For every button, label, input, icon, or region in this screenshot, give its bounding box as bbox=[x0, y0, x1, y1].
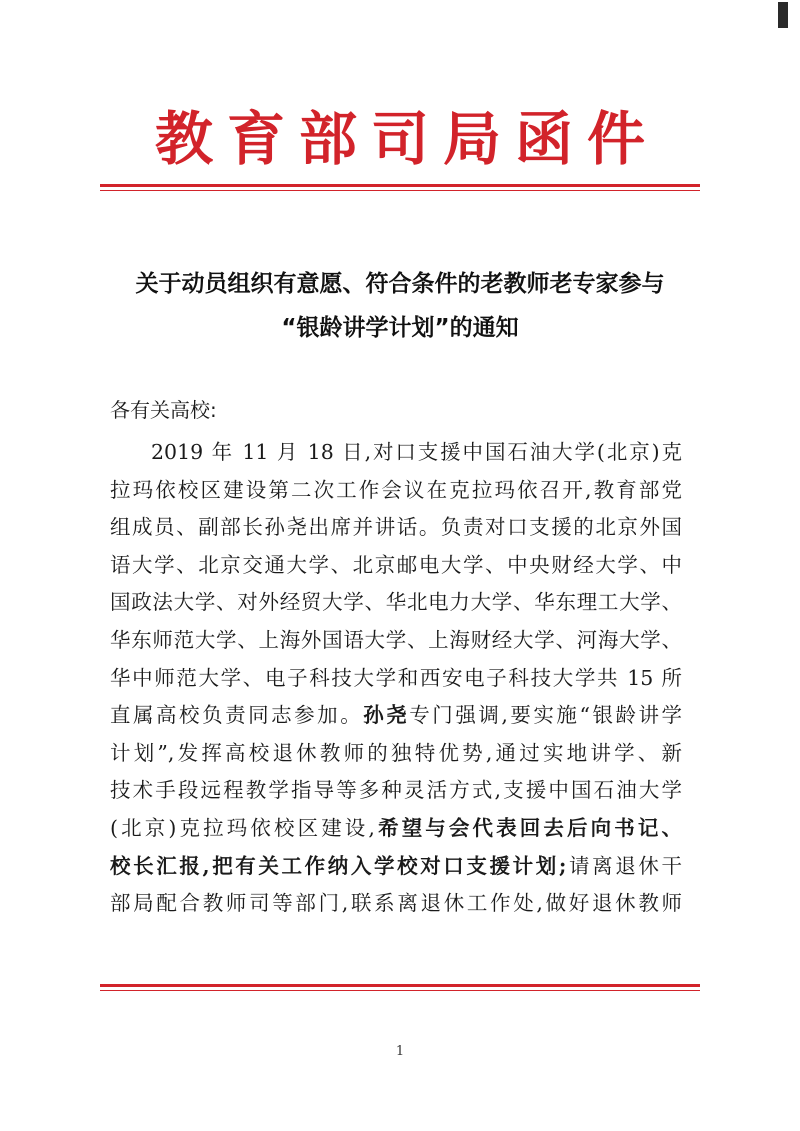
corner-mark bbox=[778, 2, 788, 28]
body-line: 国政法大学、对外经贸大学、华北电力大学、华东理工大学、 bbox=[110, 590, 682, 615]
body-line: 拉玛依校区建设第二次工作会议在克拉玛依召开,教育部党 bbox=[110, 477, 682, 502]
body-line: 华东师范大学、上海外国语大学、上海财经大学、河海大学、 bbox=[110, 627, 682, 652]
body-text-segment: 专门强调,要实施“银龄讲学 bbox=[409, 703, 683, 728]
body-line: 技术手段远程教学指导等多种灵活方式,支援中国石油大学 bbox=[110, 778, 682, 803]
body-line: 华中师范大学、电子科技大学和西安电子科技大学共 15 所 bbox=[110, 665, 682, 690]
salutation: 各有关高校: bbox=[110, 398, 217, 422]
body-line bbox=[110, 810, 682, 848]
body-emphasis: 孙尧 bbox=[363, 703, 410, 728]
body-paragraph bbox=[110, 434, 682, 923]
body-line: 计划”,发挥高校退休教师的独特优势,通过实地讲学、新 bbox=[110, 740, 682, 765]
document-title-line-2: “银龄讲学计划”的通知 bbox=[281, 315, 519, 341]
document-title bbox=[100, 262, 700, 350]
body-line: 部局配合教师司等部门,联系离退休工作处,做好退休教师 bbox=[110, 891, 682, 916]
body-text-segment: 直属高校负责同志参加。 bbox=[110, 703, 364, 728]
body-emphasis: 校长汇报,把有关工作纳入学校对口支援计划; bbox=[110, 853, 567, 878]
document-title-line-1: 关于动员组织有意愿、符合条件的老教师老专家参与 bbox=[135, 271, 665, 297]
letterhead-rule-top bbox=[100, 184, 700, 191]
body-line: 组成员、副部长孙尧出席并讲话。负责对口支援的北京外国 bbox=[110, 515, 682, 540]
body-line bbox=[110, 848, 682, 886]
body-line bbox=[110, 697, 682, 735]
body-text-segment: 请离退休干 bbox=[566, 853, 682, 878]
page-number: 1 bbox=[395, 1044, 405, 1059]
body-text-segment: (北京)克拉玛依校区建设, bbox=[110, 815, 375, 840]
footer-rule bbox=[100, 984, 700, 991]
body-emphasis: 希望与会代表回去后向书记、 bbox=[374, 815, 683, 840]
letterhead-title: 教育部司局函件 bbox=[154, 105, 659, 173]
body-line: 语大学、北京交通大学、北京邮电大学、中央财经大学、中 bbox=[110, 552, 682, 577]
body-line: 2019 年 11 月 18 日,对口支援中国石油大学(北京)克 bbox=[151, 440, 682, 464]
